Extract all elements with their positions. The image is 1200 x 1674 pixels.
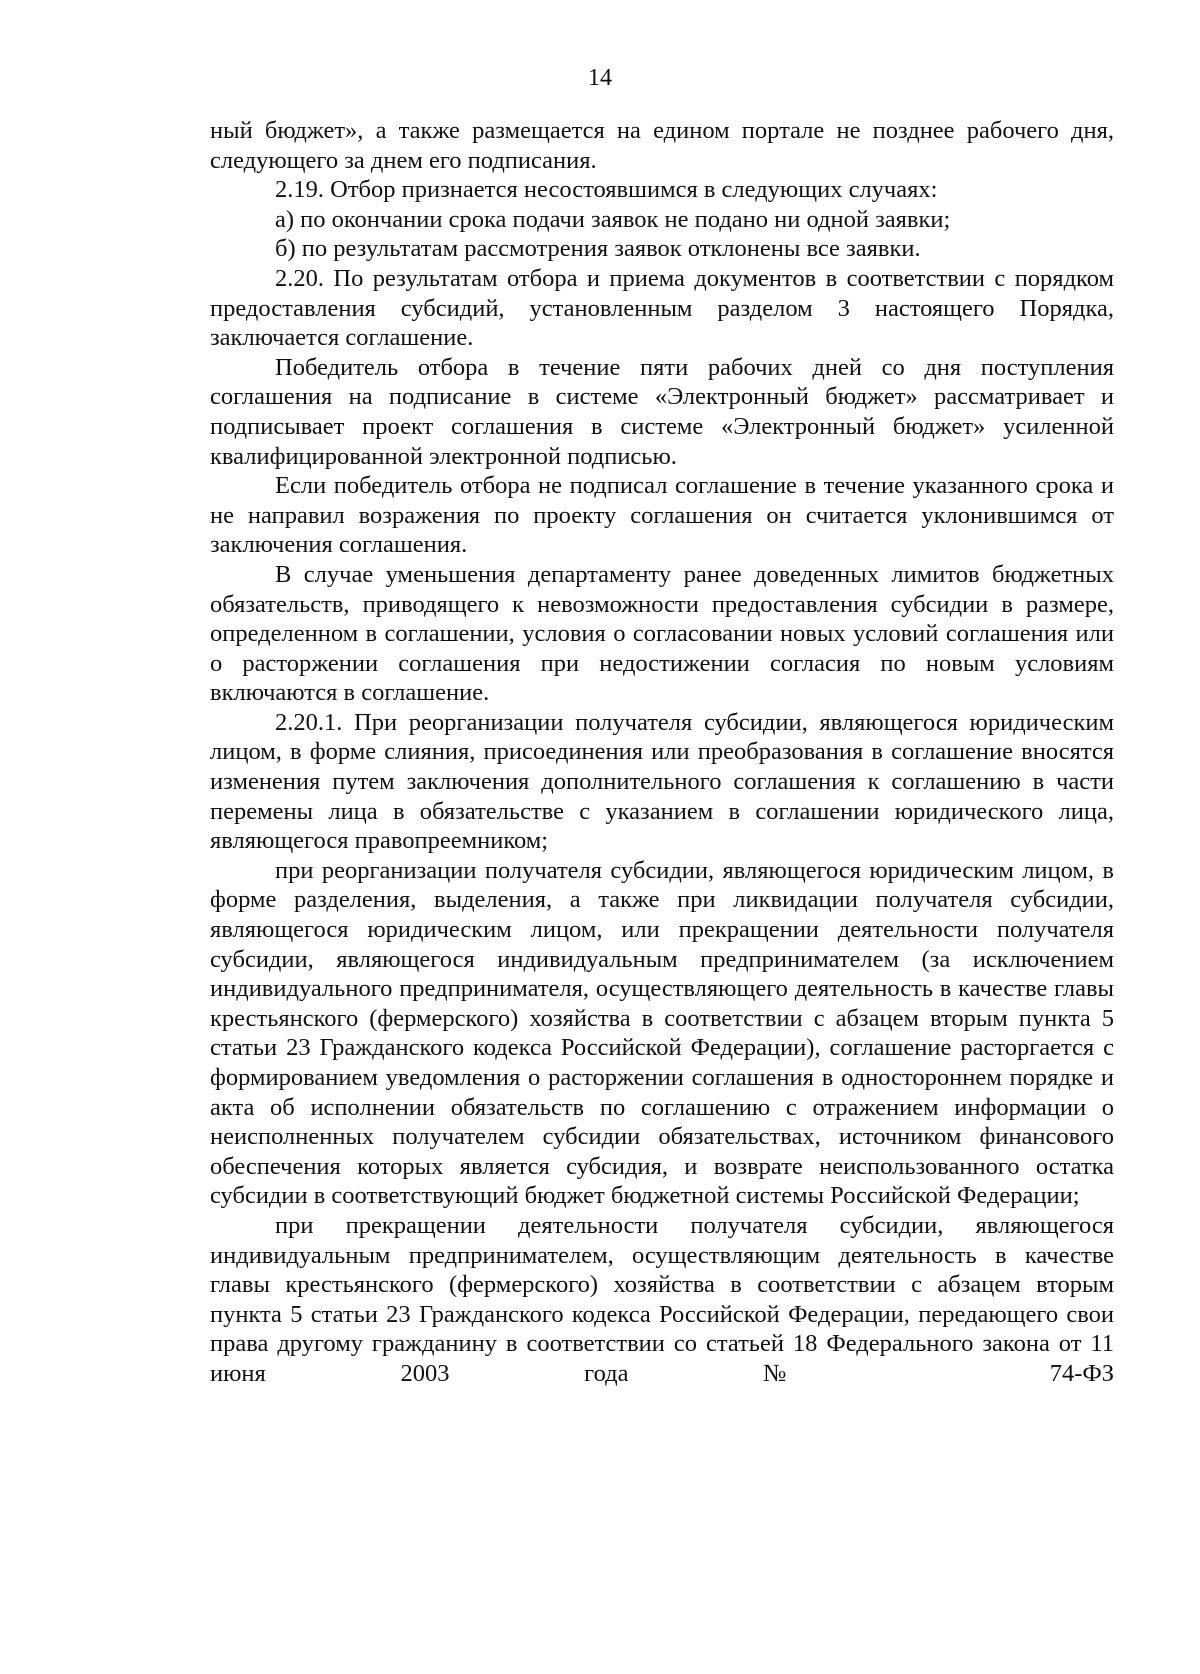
paragraph-item-a: а) по окончании срока подачи заявок не подано ни одной заявки; <box>275 205 951 233</box>
paragraph-2-19: 2.19. Отбор признается несостоявшимся в следующих случаях: <box>275 176 938 204</box>
page-number: 14 <box>588 65 612 91</box>
paragraph-reorganization: при реорганизации получателя субсидии, являющегося юридическим лицом, в форме разделения, выделения, а также при ликвидации получателя субсидии, являющегося юридическим лицом, или прекращении деятельности получателя субсидии, являющегося индивидуальным предпринимателем (за исключением индивидуального предпринимателя, осуществляющего деятельность в качестве главы крестьянского (фермерского) хозяйства в соответствии с абзацем вторым пункта 5 статьи 23 Гражданского кодекса Российской Федерации), соглашение расторгается с формированием уведомления о расторжении соглашения в одностороннем порядке и акта об исполнении обязательств по соглашению с отражением информации о неисполненных получателем субсидии обязательствах, источником финансового обеспечения которых является субсидия, и возврате неиспользованного остатка субсидии в соответствующий бюджет бюджетной системы Российской Федерации; <box>210 856 1114 1210</box>
paragraph-limits-reduction: В случае уменьшения департаменту ранее доведенных лимитов бюджетных обязательств, приводящего к невозможности предоставления субсидии в размере, определенном в соглашении, условия о согласовании новых условий соглашения или о расторжении соглашения при недостижении согласия по новым условиям включаются в соглашение. <box>210 560 1114 707</box>
paragraph-item-b: б) по результатам рассмотрения заявок отклонены все заявки. <box>275 235 921 263</box>
document-body <box>210 116 1114 1389</box>
paragraph-continuation: ный бюджет», а также размещается на едином портале не позднее рабочего дня, следующего за днем его подписания. <box>210 117 1114 174</box>
paragraph-winner-signing: Победитель отбора в течение пяти рабочих дней со дня поступления соглашения на подписание в системе «Электронный бюджет» рассматривает и подписывает проект соглашения в системе «Электронный бюджет» усиленной квалифицированной электронной подписью. <box>210 353 1114 470</box>
paragraph-termination: при прекращении деятельности получателя субсидии, являющегося индивидуальным предпринимателем, осуществляющим деятельность в качестве главы крестьянского (фермерского) хозяйства в соответствии с абзацем вторым пункта 5 статьи 23 Гражданского кодекса Российской Федерации, передающего свои права другому гражданину в соответствии со статьей 18 Федерального закона от 11 июня 2003 года № 74-ФЗ <box>210 1211 1114 1387</box>
paragraph-winner-evasion: Если победитель отбора не подписал соглашение в течение указанного срока и не направил возражения по проекту соглашения он считается уклонившимся от заключения соглашения. <box>210 472 1114 559</box>
paragraph-2-20-1: 2.20.1. При реорганизации получателя субсидии, являющегося юридическим лицом, в форме слияния, присоединения или преобразования в соглашение вносятся изменения путем заключения дополнительного соглашения к соглашению в части перемены лица в обязательстве с указанием в соглашении юридического лица, являющегося правопреемником; <box>210 708 1114 855</box>
paragraph-2-20: 2.20. По результатам отбора и приема документов в соответствии с порядком предоставления субсидий, установленным разделом 3 настоящего Порядка, заключается соглашение. <box>210 264 1114 352</box>
